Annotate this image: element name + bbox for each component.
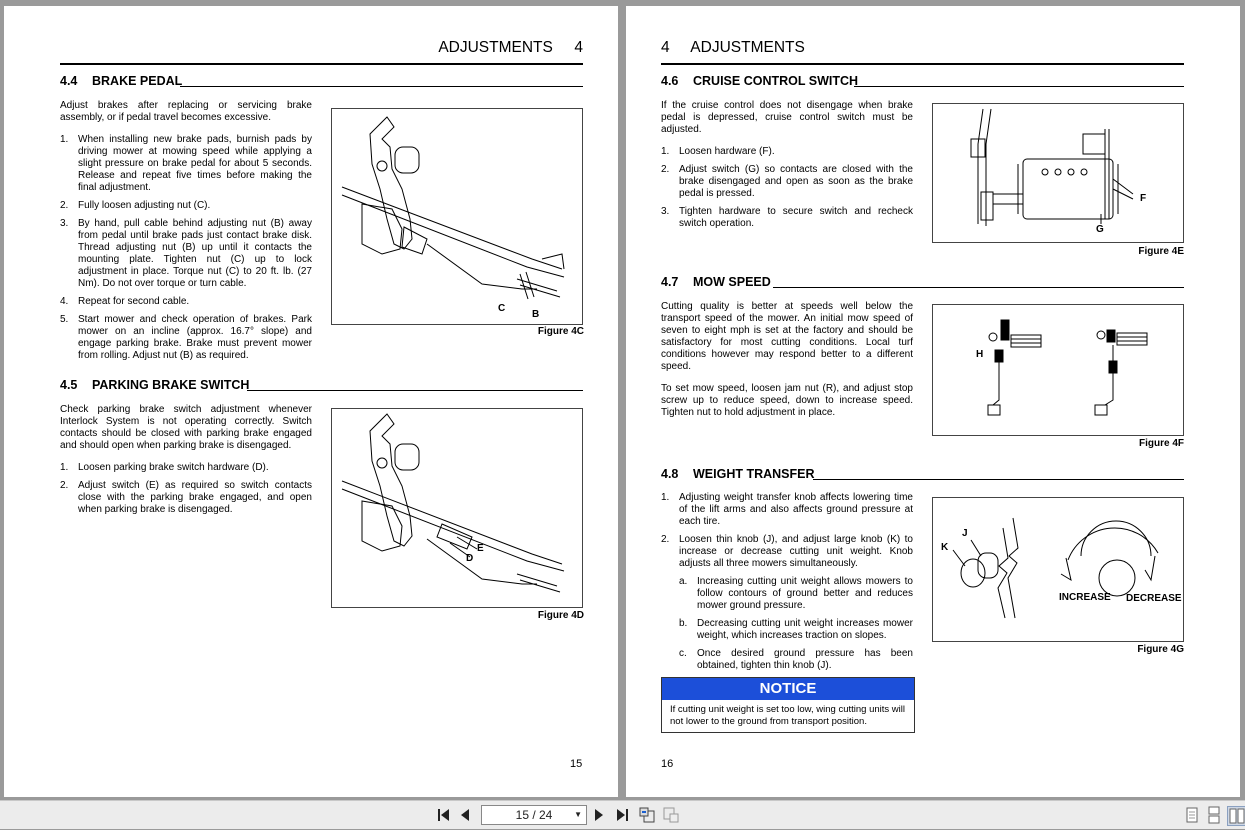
last-page-icon[interactable] — [614, 806, 630, 824]
figure-caption: Figure 4C — [537, 326, 584, 337]
previous-page-icon[interactable] — [458, 806, 472, 824]
figure-4f — [932, 304, 1184, 436]
list-item: 3. By hand, pull cable behind adjusting nut (B) away from pedal until brake pads just contact brake disk. Thread adjusting nut (B) up until it contacts the mounting plate. Tighten nut (C) up to lock adjustment in place. Torque nut (C) to 20 ft. lb. (27 Nm). Do not over torque or turn cable. — [60, 218, 312, 289]
label-increase: INCREASE — [1059, 592, 1111, 603]
section-4-8-text — [661, 492, 913, 678]
figure-caption: Figure 4G — [1137, 644, 1184, 655]
right-page — [626, 6, 1240, 797]
section-4-4-text: Adjust brakes after replacing or servicing brake assembly, or if pedal travel becomes excessive. 1. When installing new brake pads, burnish pads by driving mower at mowing speed while applying a slight pressure on brake pedal for about 5 seconds. Release and repeat five times before making the final adjustment. 2. Fully loosen adjusting nut (C). 3. By hand, pull cable behind adjusting nut (B) away from pedal until brake pads just contact brake disk. Thread adjusting nut (B) up until it contacts the mounting plate. Tighten nut (C) up to lock adjustment in place. Torque nut (C) to 20 ft. lb. (27 Nm). Do not over torque or turn cable. 4. Repeat for second cable. 5. Start mower and check operation of brakes. Park mower on an incline (approx. 16.7° slope) and engage parking brake. Brake must prevent mower from rolling. Adjust nut (B) as required. — [60, 100, 312, 361]
chevron-down-icon[interactable]: ▼ — [574, 810, 582, 819]
section-heading-4-4: 4.4 BRAKE PEDAL — [60, 74, 583, 90]
page-header: 4 ADJUSTMENTS — [661, 39, 1184, 65]
page-number-field[interactable] — [481, 805, 587, 825]
notice-text: If cutting unit weight is set too low, wing cutting units will not lower to the ground from transport position. — [670, 704, 905, 727]
list-item: 1. Adjusting weight transfer knob affects lowering time of the lift arms and also affects ground pressure at each tire. — [661, 492, 913, 527]
parking-brake-steps — [60, 462, 312, 516]
list-item: b. Decreasing cutting unit weight increases mower weight, which increases traction on slopes. — [679, 618, 913, 641]
page-header: ADJUSTMENTS 4 — [60, 39, 583, 65]
go-forward-icon[interactable] — [662, 806, 680, 824]
figure-4c — [331, 108, 583, 325]
label-decrease: DECREASE — [1126, 593, 1182, 604]
label-b: B — [532, 309, 540, 320]
list-item: 3. Tighten hardware to secure switch and recheck switch operation. — [661, 206, 913, 229]
weight-transfer-substeps — [679, 576, 913, 672]
list-item: c. Once desired ground pressure has been obtained, tighten thin knob (J). — [679, 648, 913, 671]
brake-pedal-steps — [60, 134, 312, 362]
label-d: D — [466, 553, 474, 564]
section-heading-4-5: 4.5 PARKING BRAKE SWITCH — [60, 378, 583, 394]
go-back-icon[interactable] — [638, 806, 656, 824]
list-item: 1. When installing new brake pads, burnish pads by driving mower at mowing speed while applying a slight pressure on brake pedal for about 5 seconds. Release and repeat five times before making the final adjustment. — [60, 134, 312, 193]
figure-caption: Figure 4D — [537, 610, 584, 621]
page-number: 15 — [570, 758, 583, 770]
cruise-switch-illustration — [933, 104, 1183, 242]
mow-speed-illustration — [933, 305, 1183, 435]
first-page-icon[interactable] — [436, 806, 452, 824]
list-item: 2. Fully loosen adjusting nut (C). — [60, 200, 211, 211]
label-g: G — [1096, 224, 1104, 235]
section-heading-4-7: 4.7 MOW SPEED — [661, 275, 1184, 291]
list-item: 2. Adjust switch (E) as required so switch contacts close with the parking brake engaged, and open when parking brake is disengaged. — [60, 480, 312, 515]
list-item: 1. Loosen parking brake switch hardware (D). — [60, 462, 269, 473]
continuous-view-icon[interactable] — [1206, 806, 1222, 824]
left-page — [4, 6, 618, 797]
label-k: K — [941, 542, 949, 553]
list-item: 1. Loosen hardware (F). — [661, 146, 775, 157]
notice-title: NOTICE — [662, 678, 914, 700]
section-heading-4-6: 4.6 CRUISE CONTROL SWITCH — [661, 74, 1184, 90]
weight-transfer-illustration — [933, 498, 1183, 641]
figure-4g — [932, 497, 1184, 642]
list-item: 2. Loosen thin knob (J), and adjust large knob (K) to increase or decrease cutting unit weight. Knob adjusts all three mowers simultaneously. — [661, 534, 913, 569]
two-page-view-icon[interactable] — [1227, 806, 1245, 826]
figure-4e — [932, 103, 1184, 243]
weight-transfer-steps — [661, 492, 913, 570]
next-page-icon[interactable] — [592, 806, 606, 824]
label-e: E — [477, 543, 484, 554]
viewer-toolbar — [0, 800, 1245, 829]
label-j: J — [962, 528, 968, 539]
label-f: F — [1140, 193, 1147, 204]
list-item: a. Increasing cutting unit weight allows mowers to follow contours of ground better and reduces mower ground pressure. — [679, 576, 913, 611]
list-item: 5. Start mower and check operation of brakes. Park mower on an incline (approx. 16.7° slope) and engage parking brake. Brake must prevent mower from rolling. Adjust nut (B) as required. — [60, 314, 312, 361]
page-number: 16 — [661, 758, 674, 770]
page-indicator-text: 15 / 24 — [515, 808, 553, 822]
label-c: C — [498, 303, 506, 314]
label-h: H — [976, 349, 984, 360]
brake-pedal-illustration — [332, 109, 582, 324]
section-4-7-text: Cutting quality is better at speeds well below the transport speed of the mower. An initial mow speed of seven to eight mph is set at the factory and should be satisfactory for most cutting conditions. Local turf conditions however may respond better to a different speed. To set mow speed, loosen jam nut (R), and adjust stop screw up to reduce speed, down to increase speed. Tighten nut to hold adjustment in place. — [661, 301, 913, 418]
notice-box — [661, 677, 915, 733]
section-4-5-text: Check parking brake switch adjustment whenever Interlock System is not operating correctly. Switch contacts should be closed with parking brake engaged and should open when parking brake is disengaged. 1. Loosen parking brake switch hardware (D). 2. Adjust switch (E) as required so switch contacts close with the parking brake engaged, and open when parking brake is disengaged. — [60, 404, 312, 515]
figure-4d — [331, 408, 583, 608]
list-item: 4. Repeat for second cable. — [60, 296, 190, 307]
figure-caption: Figure 4E — [1138, 246, 1184, 257]
parking-brake-illustration — [332, 409, 582, 607]
figure-caption: Figure 4F — [1138, 438, 1184, 449]
section-heading-4-8: 4.8 WEIGHT TRANSFER — [661, 467, 1184, 483]
cruise-control-steps — [661, 146, 913, 230]
section-4-6-text: If the cruise control does not disengage when brake pedal is depressed, cruise control switch must be adjusted. 1. Loosen hardware (F). 2. Adjust switch (G) so contacts are closed with the brake disengaged and open as soon as the brake pedal is pressed. 3. Tighten hardware to secure switch and recheck switch operation. — [661, 100, 913, 229]
list-item: 2. Adjust switch (G) so contacts are closed with the brake disengaged and open as soon as the brake pedal is pressed. — [661, 164, 913, 199]
single-page-view-icon[interactable] — [1184, 806, 1200, 824]
